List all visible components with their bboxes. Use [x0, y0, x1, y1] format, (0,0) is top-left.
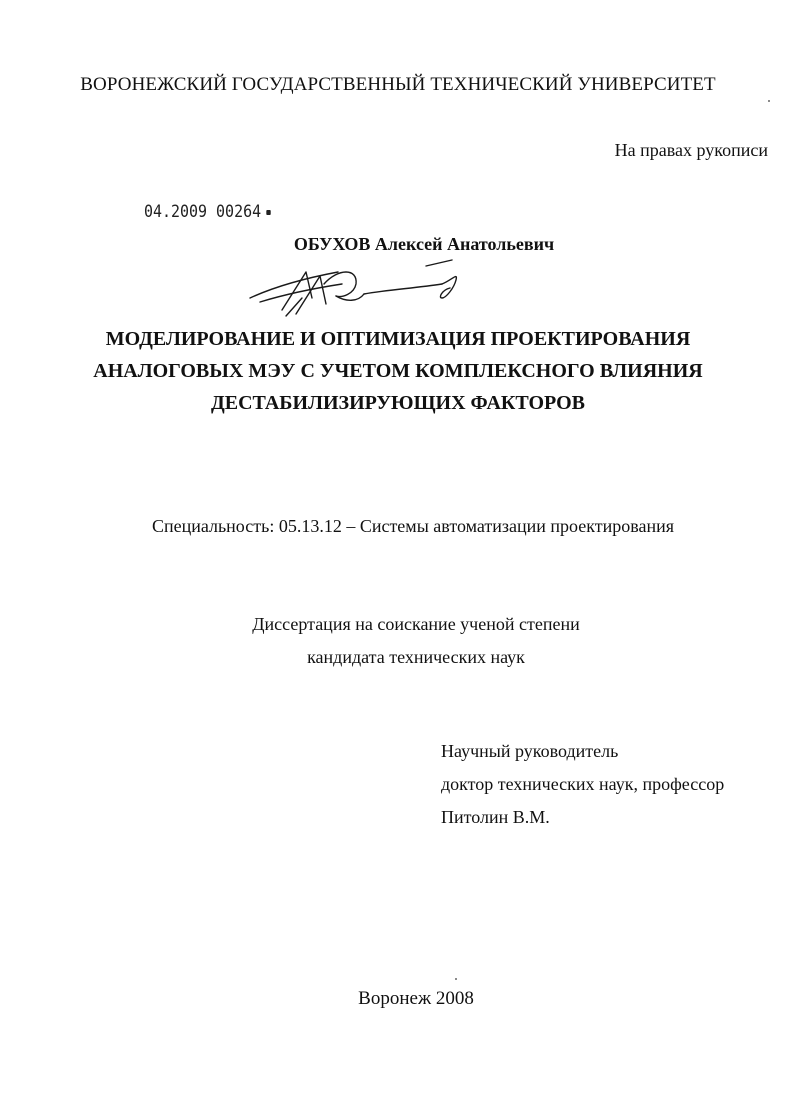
signature-image — [246, 258, 496, 320]
supervisor-label: Научный руководитель — [441, 741, 619, 761]
scan-speck — [768, 100, 770, 102]
degree-line-1: Диссертация на соискание ученой степени — [252, 614, 580, 634]
scan-speck — [455, 978, 457, 980]
supervisor-block — [441, 735, 724, 834]
degree-statement — [0, 608, 796, 674]
specialty: Специальность: 05.13.12 – Системы автоматизации проектирования — [151, 516, 675, 536]
supervisor-name: Питолин В.М. — [441, 807, 550, 827]
title-line-3: ДЕСТАБИЛИЗИРУЮЩИХ ФАКТОРОВ — [210, 392, 586, 414]
dissertation-title — [0, 323, 796, 419]
degree-line-2: кандидата технических наук — [307, 647, 525, 667]
university-name: ВОРОНЕЖСКИЙ ГОСУДАРСТВЕННЫЙ ТЕХНИЧЕСКИЙ УНИВЕРСИТЕТ — [80, 74, 716, 95]
manuscript-note: На правах рукописи — [614, 140, 768, 160]
registration-code: 04.2009 00264 — [144, 202, 262, 222]
city-year: Воронеж 2008 — [358, 988, 474, 1009]
title-line-1: МОДЕЛИРОВАНИЕ И ОПТИМИЗАЦИЯ ПРОЕКТИРОВАНИЯ — [105, 328, 691, 350]
supervisor-credentials: доктор технических наук, профессор — [441, 774, 725, 794]
registration-stamp — [144, 202, 271, 222]
author-name: ОБУХОВ Алексей Анатольевич — [293, 234, 555, 254]
title-line-2: АНАЛОГОВЫХ МЭУ С УЧЕТОМ КОМПЛЕКСНОГО ВЛИЯНИЯ — [93, 360, 703, 382]
stamp-dot — [266, 210, 270, 215]
